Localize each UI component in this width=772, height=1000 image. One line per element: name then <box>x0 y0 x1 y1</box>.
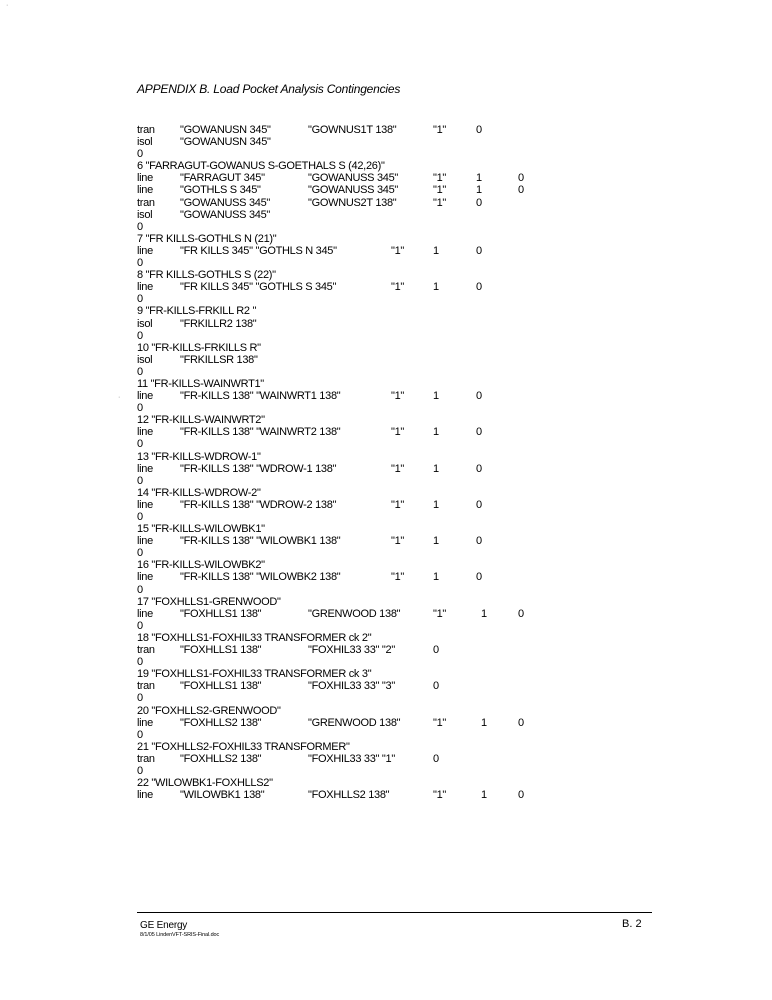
listing-cell: line <box>137 244 153 257</box>
listing-cell: 0 <box>476 462 482 475</box>
listing-cell: "1" <box>391 535 405 548</box>
listing-line <box>137 753 757 765</box>
listing-line <box>137 729 757 741</box>
listing-cell: 0 <box>137 656 143 669</box>
listing-cell: 13 "FR-KILLS-WDROW-1" <box>137 450 261 463</box>
listing-cell: "GOWANUSS 345" <box>180 196 271 209</box>
listing-cell: "FR-KILLS 138" "WAINWRT1 138" <box>180 390 341 403</box>
listing-cell: 22 "WILOWBK1-FOXHLLS2" <box>137 777 273 790</box>
listing-line <box>137 451 757 463</box>
listing-line <box>137 523 757 535</box>
listing-cell: 0 <box>137 329 143 342</box>
listing-cell: 0 <box>476 196 482 209</box>
listing-cell: "FOXHLLS1 138" <box>180 680 262 693</box>
listing-line <box>137 535 757 547</box>
listing-cell: 0 <box>137 583 143 596</box>
listing-cell: 0 <box>137 257 143 270</box>
listing-cell: 0 <box>137 148 143 161</box>
listing-cell: 0 <box>518 716 524 729</box>
listing-cell: line <box>137 281 153 294</box>
listing-cell: "FR-KILLS 138" "WDROW-1 138" <box>180 462 337 475</box>
listing-cell: 0 <box>476 281 482 294</box>
listing-cell: "1" <box>433 789 447 802</box>
listing-cell: 0 <box>476 124 482 136</box>
listing-cell: "GOWNUS2T 138" <box>308 196 397 209</box>
listing-cell: "FOXHLLS2 138" <box>308 789 390 802</box>
listing-cell: 0 <box>476 535 482 548</box>
listing-cell: "GRENWOOD 138" <box>308 716 401 729</box>
listing-cell: 1 <box>433 571 439 584</box>
listing-cell: "1" <box>391 571 405 584</box>
listing-cell: 1 <box>476 184 482 197</box>
listing-line <box>137 656 757 668</box>
listing-cell: line <box>137 172 153 185</box>
listing-cell: 18 "FOXHLLS1-FOXHIL33 TRANSFORMER ck 2" <box>137 631 372 644</box>
listing-cell: 0 <box>137 692 143 705</box>
listing-cell: 1 <box>433 498 439 511</box>
listing-cell: 0 <box>137 438 143 451</box>
listing-cell: "1" <box>433 124 447 136</box>
listing-cell: isol <box>137 353 153 366</box>
listing-cell: line <box>137 426 153 439</box>
listing-cell: "FRKILLR2 138" <box>180 317 257 330</box>
listing-cell: line <box>137 390 153 403</box>
listing-line <box>137 160 757 172</box>
listing-cell: 0 <box>518 789 524 802</box>
listing-line <box>137 499 757 511</box>
listing-cell: "GOTHLS S 345" <box>180 184 261 197</box>
listing-cell: "FOXHLLS2 138" <box>180 716 262 729</box>
listing-line <box>137 221 757 233</box>
listing-line <box>137 765 757 777</box>
listing-line <box>137 245 757 257</box>
listing-cell: "GOWANUSN 345" <box>180 124 271 136</box>
listing-cell: "FOXHLLS1 138" <box>180 607 262 620</box>
listing-line <box>137 547 757 559</box>
listing-cell: "GOWANUSS 345" <box>308 172 399 185</box>
listing-line <box>137 197 757 209</box>
listing-cell: "1" <box>433 184 447 197</box>
listing-cell: "FR-KILLS 138" "WAINWRT2 138" <box>180 426 341 439</box>
listing-cell: 0 <box>137 511 143 523</box>
listing-cell: 1 <box>433 281 439 294</box>
listing-line <box>137 124 757 136</box>
listing-cell: 21 "FOXHLLS2-FOXHIL33 TRANSFORMER" <box>137 740 350 753</box>
listing-cell: line <box>137 184 153 197</box>
listing-line <box>137 438 757 450</box>
listing-cell: "FR-KILLS 138" "WILOWBK1 138" <box>180 535 341 548</box>
listing-cell: 1 <box>433 426 439 439</box>
page-number: B. 2 <box>622 918 642 930</box>
corner-mark: · <box>6 2 9 9</box>
listing-cell: 0 <box>476 498 482 511</box>
listing-line <box>137 233 757 245</box>
listing-line <box>137 705 757 717</box>
listing-cell: "FOXHLLS2 138" <box>180 752 262 765</box>
listing-line <box>137 644 757 656</box>
listing-cell: "1" <box>391 244 405 257</box>
listing-cell: line <box>137 607 153 620</box>
listing-line <box>137 318 757 330</box>
listing-cell: "FR KILLS 345" "GOTHLS N 345" <box>180 244 337 257</box>
listing-line <box>137 378 757 390</box>
listing-line <box>137 281 757 293</box>
listing-line <box>137 789 757 801</box>
listing-line <box>137 463 757 475</box>
listing-cell: 9 "FR-KILLS-FRKILL R2 " <box>137 305 257 318</box>
listing-line <box>137 741 757 753</box>
listing-line <box>137 608 757 620</box>
listing-line <box>137 559 757 571</box>
listing-cell: 1 <box>476 172 482 185</box>
side-mark: · <box>118 394 121 401</box>
listing-cell: "GRENWOOD 138" <box>308 607 401 620</box>
listing-line <box>137 584 757 596</box>
listing-cell: isol <box>137 317 153 330</box>
listing-cell: 8 "FR KILLS-GOTHLS S (22)" <box>137 269 276 282</box>
listing-line <box>137 475 757 487</box>
listing-cell: tran <box>137 680 155 693</box>
listing-cell: "FR KILLS 345" "GOTHLS S 345" <box>180 281 337 294</box>
listing-cell: "GOWANUSS 345" <box>180 208 271 221</box>
listing-cell: 0 <box>476 244 482 257</box>
listing-line <box>137 293 757 305</box>
listing-line <box>137 620 757 632</box>
listing-cell: "FR-KILLS 138" "WILOWBK2 138" <box>180 571 341 584</box>
listing-cell: 1 <box>433 535 439 548</box>
listing-cell: 0 <box>137 402 143 415</box>
listing-cell: 0 <box>518 172 524 185</box>
listing-cell: "FARRAGUT 345" <box>180 172 265 185</box>
listing-line <box>137 269 757 281</box>
listing-cell: 0 <box>137 764 143 777</box>
listing-cell: "1" <box>391 498 405 511</box>
listing-cell: 1 <box>433 462 439 475</box>
listing-line <box>137 426 757 438</box>
contingency-listing <box>137 124 757 801</box>
listing-cell: 0 <box>137 728 143 741</box>
listing-cell: 1 <box>481 789 487 802</box>
listing-cell: 0 <box>433 680 439 693</box>
listing-cell: 16 "FR-KILLS-WILOWBK2" <box>137 559 265 572</box>
listing-cell: 0 <box>137 293 143 306</box>
listing-cell: "FOXHIL33 33" "2" <box>308 644 395 657</box>
footer-company: GE Energy <box>140 920 188 931</box>
listing-cell: 15 "FR-KILLS-WILOWBK1" <box>137 523 265 536</box>
listing-cell: 14 "FR-KILLS-WDROW-2" <box>137 486 261 499</box>
listing-cell: "1" <box>433 172 447 185</box>
listing-cell: "WILOWBK1 138" <box>180 789 265 802</box>
listing-cell: 20 "FOXHLLS2-GRENWOOD" <box>137 704 281 717</box>
listing-line <box>137 330 757 342</box>
listing-cell: 0 <box>433 752 439 765</box>
listing-cell: 0 <box>137 619 143 632</box>
listing-line <box>137 172 757 184</box>
listing-line <box>137 717 757 729</box>
listing-cell: line <box>137 462 153 475</box>
listing-cell: 0 <box>137 474 143 487</box>
listing-line <box>137 366 757 378</box>
listing-cell: 6 "FARRAGUT-GOWANUS S-GOETHALS S (42,26)" <box>137 160 385 173</box>
listing-cell: "FRKILLSR 138" <box>180 353 258 366</box>
listing-line <box>137 596 757 608</box>
listing-line <box>137 148 757 160</box>
listing-cell: 1 <box>433 390 439 403</box>
listing-line <box>137 257 757 269</box>
listing-cell: "1" <box>433 196 447 209</box>
listing-cell: tran <box>137 124 155 136</box>
listing-line <box>137 305 757 317</box>
listing-cell: line <box>137 535 153 548</box>
listing-cell: tran <box>137 644 155 657</box>
footer-filename: 8/1/05 LindenVFT-SRIS-Final.doc <box>140 932 220 938</box>
listing-cell: 17 "FOXHLLS1-GRENWOOD" <box>137 595 281 608</box>
listing-line <box>137 668 757 680</box>
listing-cell: "FOXHIL33 33" "3" <box>308 680 395 693</box>
listing-cell: "FR-KILLS 138" "WDROW-2 138" <box>180 498 337 511</box>
listing-cell: line <box>137 789 153 802</box>
listing-cell: "GOWNUS1T 138" <box>308 124 397 136</box>
listing-cell: line <box>137 498 153 511</box>
listing-cell: 12 "FR-KILLS-WAINWRT2" <box>137 414 265 427</box>
listing-cell: "1" <box>433 607 447 620</box>
listing-cell: "GOWANUSS 345" <box>308 184 399 197</box>
listing-cell: isol <box>137 136 153 149</box>
listing-cell: isol <box>137 208 153 221</box>
listing-cell: 0 <box>137 220 143 233</box>
listing-line <box>137 390 757 402</box>
listing-cell: 1 <box>433 244 439 257</box>
listing-line <box>137 571 757 583</box>
listing-cell: 0 <box>433 644 439 657</box>
listing-line <box>137 136 757 148</box>
listing-line <box>137 777 757 789</box>
listing-cell: "GOWANUSN 345" <box>180 136 271 149</box>
listing-cell: 0 <box>518 184 524 197</box>
listing-line <box>137 354 757 366</box>
listing-cell: "1" <box>391 390 405 403</box>
listing-line <box>137 680 757 692</box>
listing-line <box>137 414 757 426</box>
listing-cell: "FOXHLLS1 138" <box>180 644 262 657</box>
listing-cell: line <box>137 716 153 729</box>
listing-line <box>137 487 757 499</box>
listing-cell: 0 <box>476 571 482 584</box>
listing-cell: 7 "FR KILLS-GOTHLS N (21)" <box>137 232 277 245</box>
listing-line <box>137 342 757 354</box>
listing-cell: 1 <box>481 607 487 620</box>
listing-cell: tran <box>137 196 155 209</box>
listing-cell: "1" <box>391 426 405 439</box>
listing-cell: "1" <box>391 462 405 475</box>
listing-line <box>137 511 757 523</box>
footer-rule <box>137 912 652 913</box>
listing-cell: "FOXHIL33 33" "1" <box>308 752 395 765</box>
listing-cell: line <box>137 571 153 584</box>
listing-cell: tran <box>137 752 155 765</box>
listing-line <box>137 184 757 196</box>
listing-cell: 1 <box>481 716 487 729</box>
listing-cell: 0 <box>476 390 482 403</box>
listing-cell: 11 "FR-KILLS-WAINWRT1" <box>137 377 264 390</box>
listing-cell: "1" <box>391 281 405 294</box>
listing-line <box>137 632 757 644</box>
listing-line <box>137 692 757 704</box>
listing-cell: 19 "FOXHLLS1-FOXHIL33 TRANSFORMER ck 3" <box>137 668 372 681</box>
listing-cell: "1" <box>433 716 447 729</box>
listing-cell: 0 <box>137 547 143 560</box>
listing-cell: 0 <box>137 365 143 378</box>
appendix-header: APPENDIX B. Load Pocket Analysis Contingencies <box>137 82 401 96</box>
listing-line <box>137 209 757 221</box>
listing-cell: 10 "FR-KILLS-FRKILLS R" <box>137 341 261 354</box>
listing-cell: 0 <box>476 426 482 439</box>
listing-cell: 0 <box>518 607 524 620</box>
listing-line <box>137 402 757 414</box>
